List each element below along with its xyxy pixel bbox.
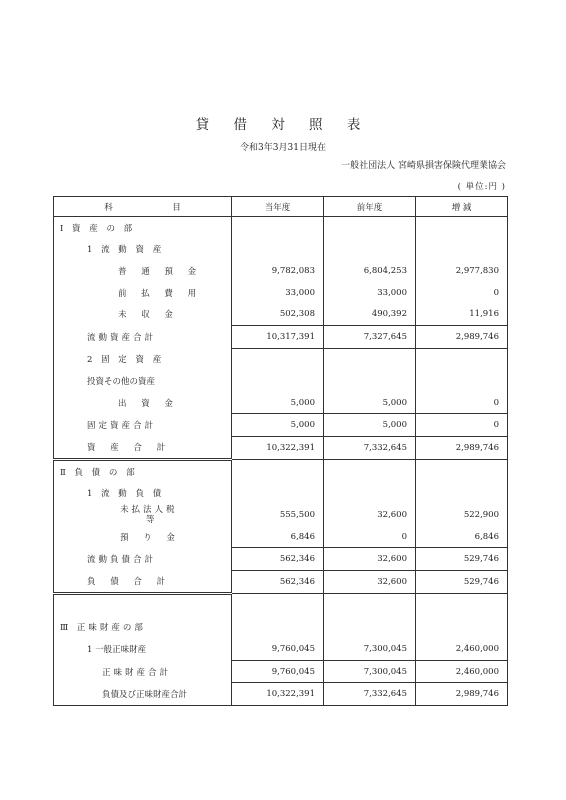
row-label: 未 収 金 xyxy=(54,303,232,325)
previous-year-value xyxy=(324,217,416,239)
row-label: 前 払 費 用 xyxy=(54,282,232,304)
current-year-value xyxy=(232,460,324,483)
row-label: 正味財産合計 xyxy=(54,660,232,683)
previous-year-value: 6,804,253 xyxy=(324,260,416,282)
row-label: 預 り 金 xyxy=(54,526,232,548)
previous-year-value xyxy=(324,460,416,483)
table-row xyxy=(54,348,508,370)
previous-year-value: 32,600 xyxy=(324,571,416,594)
previous-year-value: 490,392 xyxy=(324,303,416,325)
row-label: 1 一般正味財産 xyxy=(54,638,232,660)
change-value: 0 xyxy=(416,392,508,414)
table-row xyxy=(54,571,508,594)
header-subject: 科 目 xyxy=(54,197,232,217)
previous-year-value xyxy=(324,239,416,261)
previous-year-value xyxy=(324,348,416,370)
current-year-value: 502,308 xyxy=(232,303,324,325)
row-label: Ⅱ 負 債 の 部 xyxy=(54,460,232,483)
current-year-value: 9,760,045 xyxy=(232,638,324,660)
row-label: 2 固 定 資 産 xyxy=(54,348,232,370)
row-label: 出 資 金 xyxy=(54,392,232,414)
table-row xyxy=(54,239,508,261)
current-year-value: 5,000 xyxy=(232,414,324,437)
row-label: 1 流 動 負 債 xyxy=(54,483,232,505)
change-value xyxy=(416,460,508,483)
current-year-value: 555,500 xyxy=(232,504,324,526)
table-row xyxy=(54,325,508,348)
balance-sheet-table xyxy=(53,196,508,706)
previous-year-value: 32,600 xyxy=(324,504,416,526)
row-label: 流動資産合計 xyxy=(54,325,232,348)
change-value xyxy=(416,217,508,239)
table-row xyxy=(54,303,508,325)
table-row xyxy=(54,660,508,683)
change-value: 2,989,746 xyxy=(416,683,508,706)
previous-year-value: 7,300,045 xyxy=(324,660,416,683)
table-row xyxy=(54,638,508,660)
change-value xyxy=(416,617,508,639)
previous-year-value: 0 xyxy=(324,526,416,548)
document-title: 貸 借 対 照 表 xyxy=(195,117,371,133)
change-value: 0 xyxy=(416,282,508,304)
previous-year-value xyxy=(324,594,416,617)
change-value xyxy=(416,370,508,392)
current-year-value: 33,000 xyxy=(232,282,324,304)
table-row xyxy=(54,483,508,505)
change-value: 529,746 xyxy=(416,571,508,594)
row-label xyxy=(54,594,232,617)
current-year-value: 6,846 xyxy=(232,526,324,548)
table-row xyxy=(54,260,508,282)
change-value: 2,460,000 xyxy=(416,660,508,683)
current-year-value: 9,782,083 xyxy=(232,260,324,282)
row-label-line-1: 未払法人税 xyxy=(120,505,178,516)
current-year-value: 562,346 xyxy=(232,571,324,594)
table-row xyxy=(54,436,508,459)
current-year-value: 5,000 xyxy=(232,392,324,414)
row-label: 1 流 動 資 産 xyxy=(54,239,232,261)
table-row xyxy=(54,392,508,414)
previous-year-value: 7,300,045 xyxy=(324,638,416,660)
row-label: 負債及び正味財産合計 xyxy=(54,683,232,706)
organization-name: 一般社団法人 宮崎県損害保険代理業協会 xyxy=(341,161,506,171)
table-row xyxy=(54,414,508,437)
current-year-value xyxy=(232,617,324,639)
table-row xyxy=(54,460,508,483)
current-year-value: 10,322,391 xyxy=(232,683,324,706)
row-label: 負 債 合 計 xyxy=(54,571,232,594)
current-year-value: 10,322,391 xyxy=(232,436,324,459)
current-year-value: 9,760,045 xyxy=(232,660,324,683)
table-header-row xyxy=(54,197,508,217)
previous-year-value xyxy=(324,483,416,505)
current-year-value: 10,317,391 xyxy=(232,325,324,348)
change-value: 6,846 xyxy=(416,526,508,548)
table-row xyxy=(54,594,508,617)
previous-year-value: 5,000 xyxy=(324,414,416,437)
table-row xyxy=(54,282,508,304)
change-value: 2,460,000 xyxy=(416,638,508,660)
change-value: 2,977,830 xyxy=(416,260,508,282)
unit-label: ( 単位:円 ) xyxy=(457,182,506,192)
table-row xyxy=(54,504,508,526)
document-date: 令和3年3月31日現在 xyxy=(240,143,326,153)
row-label: 資 産 合 計 xyxy=(54,436,232,459)
change-value xyxy=(416,239,508,261)
row-label: 流動負債合計 xyxy=(54,548,232,571)
table-row xyxy=(54,683,508,706)
header-change: 増 減 xyxy=(416,197,508,217)
row-label: 投資その他の資産 xyxy=(54,370,232,392)
previous-year-value: 7,332,645 xyxy=(324,436,416,459)
table-row xyxy=(54,548,508,571)
change-value: 0 xyxy=(416,414,508,437)
current-year-value xyxy=(232,239,324,261)
current-year-value: 562,346 xyxy=(232,548,324,571)
change-value xyxy=(416,348,508,370)
row-label: Ⅲ 正味財産の部 xyxy=(54,617,232,639)
row-label xyxy=(54,504,232,526)
previous-year-value xyxy=(324,617,416,639)
row-label: 普 通 預 金 xyxy=(54,260,232,282)
previous-year-value: 33,000 xyxy=(324,282,416,304)
current-year-value xyxy=(232,594,324,617)
table-row xyxy=(54,526,508,548)
table-row xyxy=(54,217,508,239)
table-row xyxy=(54,370,508,392)
previous-year-value: 7,327,645 xyxy=(324,325,416,348)
change-value: 2,989,746 xyxy=(416,325,508,348)
header-current-year: 当年度 xyxy=(232,197,324,217)
header-previous-year: 前年度 xyxy=(324,197,416,217)
current-year-value xyxy=(232,217,324,239)
change-value: 529,746 xyxy=(416,548,508,571)
table-row xyxy=(54,617,508,639)
change-value xyxy=(416,483,508,505)
change-value: 522,900 xyxy=(416,504,508,526)
previous-year-value: 7,332,645 xyxy=(324,683,416,706)
current-year-value xyxy=(232,348,324,370)
previous-year-value: 32,600 xyxy=(324,548,416,571)
change-value: 2,989,746 xyxy=(416,436,508,459)
current-year-value xyxy=(232,483,324,505)
row-label: 固定資産合計 xyxy=(54,414,232,437)
change-value: 11,916 xyxy=(416,303,508,325)
previous-year-value: 5,000 xyxy=(324,392,416,414)
row-label-line-2: 等 xyxy=(146,515,158,526)
row-label: Ⅰ 資 産 の 部 xyxy=(54,217,232,239)
current-year-value xyxy=(232,370,324,392)
change-value xyxy=(416,594,508,617)
previous-year-value xyxy=(324,370,416,392)
